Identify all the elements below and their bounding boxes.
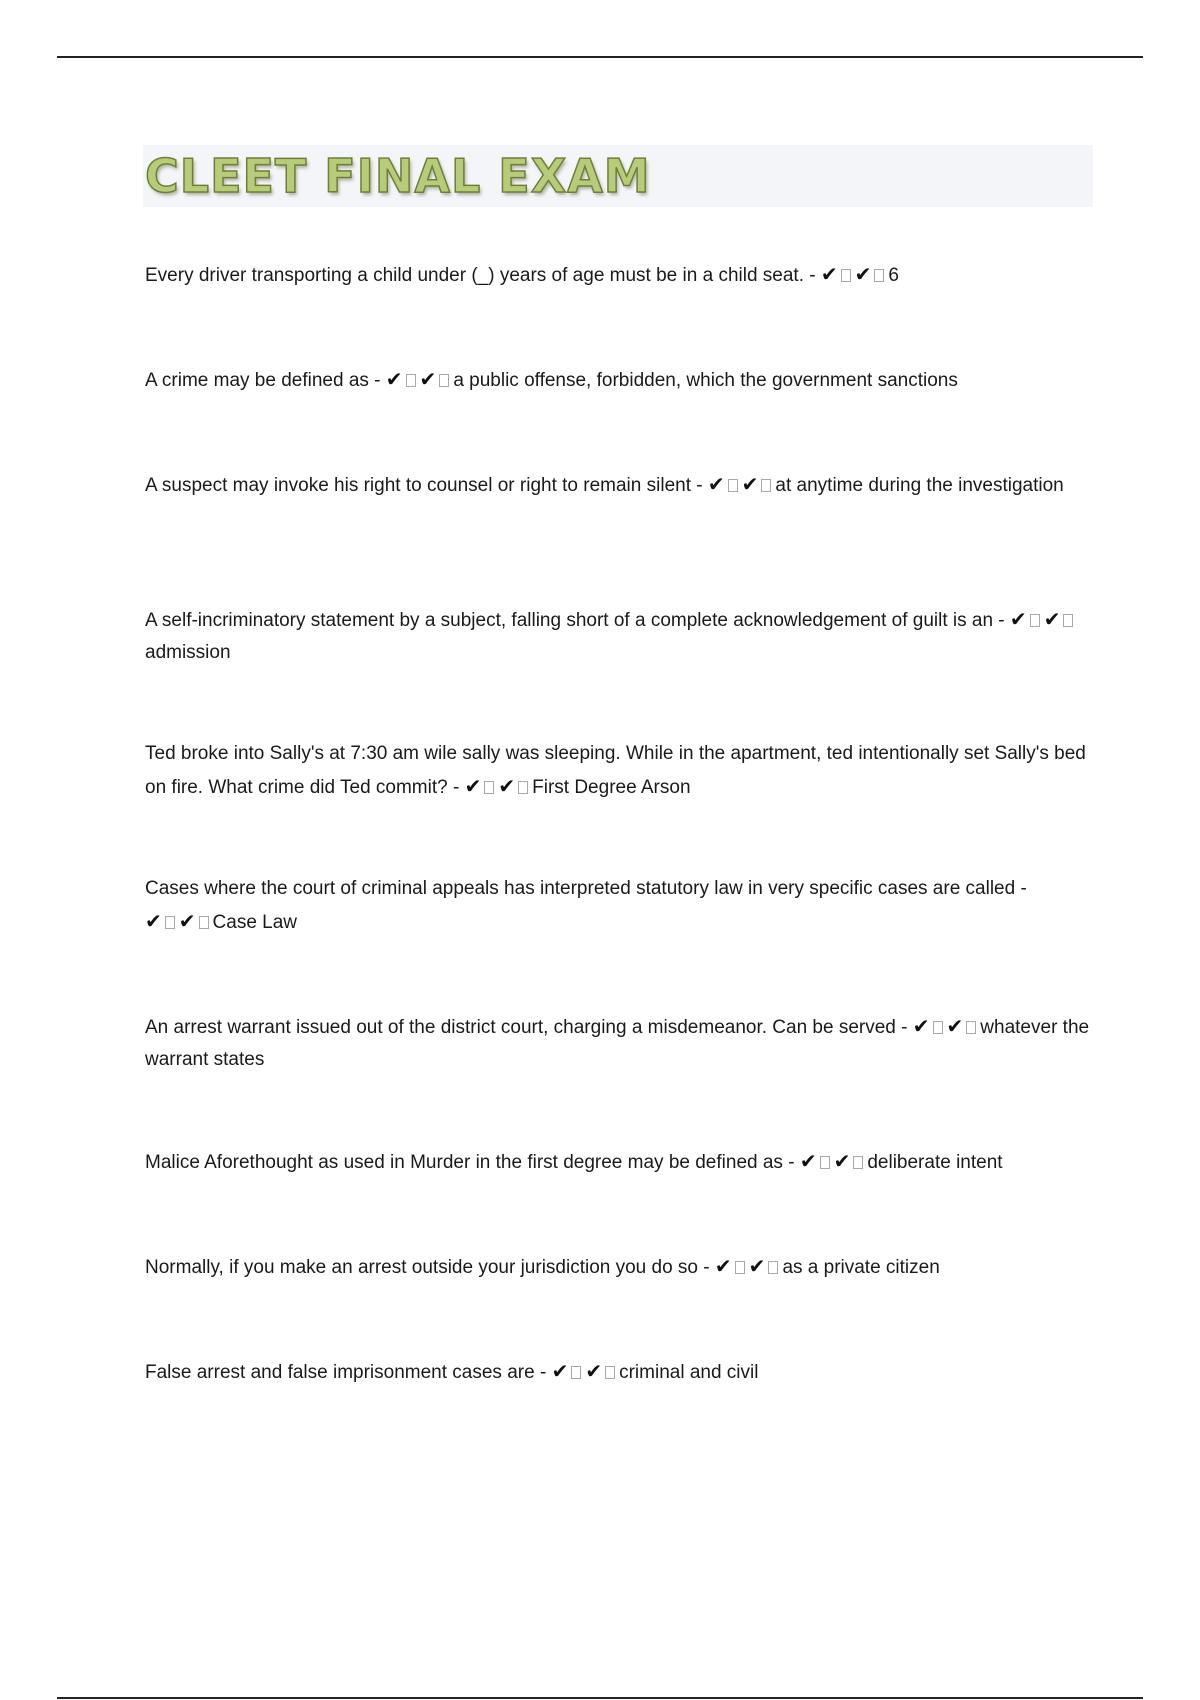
question-text: False arrest and false imprisonment cases are -: [145, 1362, 547, 1383]
header-rule: [57, 56, 1143, 58]
checkmark-icon: ✔: [946, 1014, 964, 1038]
missing-glyph-box: [735, 1261, 745, 1274]
checkmark-icon: ✔: [820, 262, 838, 286]
missing-glyph-box: [728, 479, 738, 492]
missing-glyph-box: [199, 916, 209, 929]
checkmark-icon: ✔: [145, 909, 162, 933]
question-item: [145, 1355, 1093, 1389]
missing-glyph-box: [966, 1021, 976, 1034]
checkmark-icon: ✔: [741, 472, 759, 496]
question-item: [145, 363, 1093, 397]
checkmark-icon: ✔: [178, 909, 196, 933]
question-item: [145, 258, 1093, 292]
checkmark-icon: ✔: [748, 1254, 766, 1278]
checkmark-icon: ✔: [707, 472, 725, 496]
question-item: [145, 1250, 1093, 1284]
question-item: [145, 603, 1093, 669]
question-text: Every driver transporting a child under (_) years of age must be in a child seat. -: [145, 265, 816, 286]
answer-text: as a private citizen: [782, 1257, 940, 1278]
missing-glyph-box: [571, 1366, 581, 1379]
question-text: A suspect may invoke his right to counsel or right to remain silent -: [145, 475, 703, 496]
question-text: Normally, if you make an arrest outside your jurisdiction you do so -: [145, 1257, 710, 1278]
question-text: Malice Aforethought as used in Murder in the first degree may be defined as -: [145, 1152, 795, 1173]
answer-text: Case Law: [212, 912, 298, 933]
missing-glyph-box: [853, 1156, 863, 1169]
answer-text: whatever the warrant states: [145, 1017, 1090, 1070]
answer-text: admission: [145, 642, 231, 663]
answer-text: criminal and civil: [619, 1362, 759, 1383]
missing-glyph-box: [518, 781, 528, 794]
missing-glyph-box: [484, 781, 494, 794]
checkmark-icon: ✔: [714, 1254, 732, 1278]
question-text: A crime may be defined as -: [145, 370, 381, 391]
checkmark-icon: ✔: [799, 1149, 817, 1173]
missing-glyph-box: [841, 269, 851, 282]
checkmark-icon: ✔: [464, 774, 482, 798]
checkmark-icon: ✔: [385, 367, 403, 391]
checkmark-icon: ✔: [419, 367, 437, 391]
question-text: Cases where the court of criminal appeals has interpreted statutory law in very specific cases are called -: [145, 878, 1027, 899]
checkmark-icon: ✔: [912, 1014, 930, 1038]
checkmark-icon: ✔: [498, 774, 516, 798]
document-title: CLEET FINAL EXAM: [145, 149, 651, 203]
missing-glyph-box: [874, 269, 884, 282]
missing-glyph-box: [820, 1156, 830, 1169]
question-text: Ted broke into Sally's at 7:30 am wile sally was sleeping. While in the apartment, ted intentionally set Sally's bed on fire. What crime did Ted commit? -: [145, 743, 1086, 798]
answer-text: at anytime during the investigation: [775, 475, 1064, 496]
question-item: [145, 738, 1093, 804]
question-item: [145, 1010, 1093, 1076]
missing-glyph-box: [406, 374, 416, 387]
missing-glyph-box: [165, 916, 175, 929]
missing-glyph-box: [768, 1261, 778, 1274]
answer-text: deliberate intent: [867, 1152, 1003, 1173]
title-band: [143, 145, 1093, 207]
checkmark-icon: ✔: [854, 262, 872, 286]
answer-text: First Degree Arson: [532, 777, 691, 798]
missing-glyph-box: [933, 1021, 943, 1034]
checkmark-icon: ✔: [1009, 607, 1027, 631]
answer-text: a public offense, forbidden, which the government sanctions: [453, 370, 958, 391]
question-text: A self-incriminatory statement by a subject, falling short of a complete acknowledgement of guilt is an -: [145, 610, 1005, 631]
missing-glyph-box: [761, 479, 771, 492]
missing-glyph-box: [605, 1366, 615, 1379]
missing-glyph-box: [1030, 614, 1040, 627]
checkmark-icon: ✔: [551, 1359, 569, 1383]
checkmark-icon: ✔: [585, 1359, 603, 1383]
checkmark-icon: ✔: [833, 1149, 851, 1173]
answer-text: 6: [888, 265, 899, 286]
question-item: [145, 1145, 1093, 1179]
footer-rule: [57, 1697, 1143, 1699]
question-text: An arrest warrant issued out of the district court, charging a misdemeanor. Can be served -: [145, 1017, 908, 1038]
question-item: [145, 468, 1093, 502]
question-item: [145, 873, 1093, 939]
missing-glyph-box: [1063, 614, 1073, 627]
checkmark-icon: ✔: [1043, 607, 1061, 631]
missing-glyph-box: [439, 374, 449, 387]
